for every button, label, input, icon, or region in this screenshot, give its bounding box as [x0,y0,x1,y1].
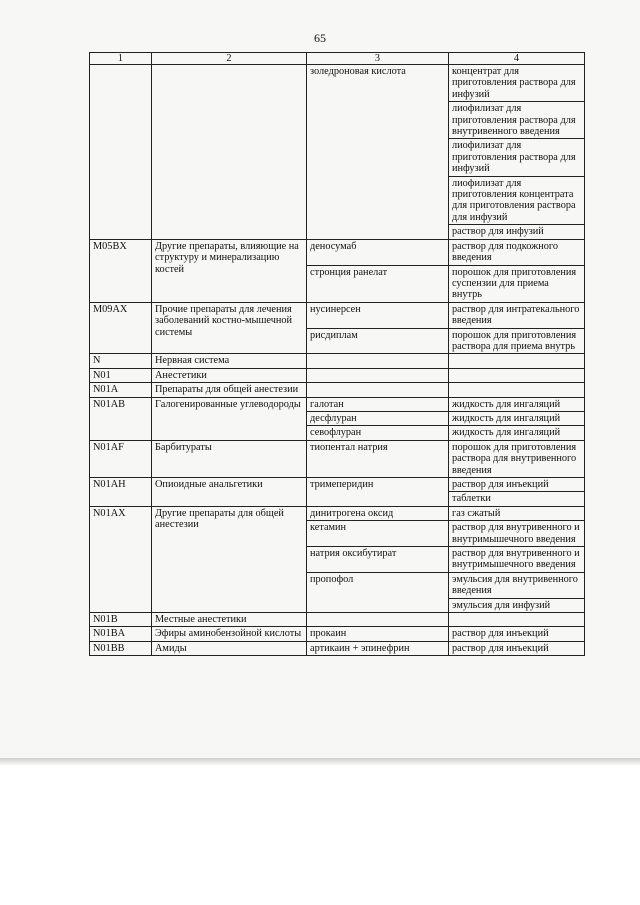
dosage-form-cell: раствор для интратекального введения [449,302,585,328]
drug-name-cell: тиопентал натрия [307,440,449,477]
table-row [90,506,585,520]
table-row [90,383,585,397]
table-header-row [90,53,585,65]
dosage-form-cell: жидкость для ингаляций [449,426,585,440]
dosage-form-cell: раствор для инъекций [449,641,585,655]
group-name-cell: Другие препараты, влияющие на структуру и минерализацию костей [152,239,307,302]
group-name-cell: Прочие препараты для лечения заболеваний костно-мышечной системы [152,302,307,354]
dosage-form-cell [449,354,585,368]
dosage-form-cell: таблетки [449,492,585,506]
atc-code-cell: N01AB [90,397,152,440]
dosage-form-cell [449,368,585,382]
dosage-form-cell: порошок для приготовления раствора для внутривенного введения [449,440,585,477]
atc-code-cell: N01 [90,368,152,382]
drug-name-cell: динитрогена оксид [307,506,449,520]
dosage-form-cell: газ сжатый [449,506,585,520]
table-row [90,613,585,627]
dosage-form-cell: раствор для внутривенного и внутримышечного введения [449,521,585,547]
drug-name-cell: тримеперидин [307,478,449,507]
drug-name-cell: галотан [307,397,449,411]
table-row [90,440,585,477]
dosage-form-cell: эмульсия для инфузий [449,598,585,612]
scan-edge [0,758,640,766]
dosage-form-cell: лиофилизат для приготовления раствора для внутривенного введения [449,102,585,139]
drug-name-cell: деносумаб [307,239,449,265]
group-name-cell: Анестетики [152,368,307,382]
dosage-form-cell: жидкость для ингаляций [449,397,585,411]
drug-table [89,52,585,656]
group-name-cell: Амиды [152,641,307,655]
group-name-cell: Нервная система [152,354,307,368]
dosage-form-cell: порошок для приготовления раствора для приема внутрь [449,328,585,354]
table-row [90,239,585,265]
drug-name-cell: пропофол [307,572,449,612]
atc-code-cell: N01A [90,383,152,397]
drug-name-cell [307,354,449,368]
atc-code-cell: N01AF [90,440,152,477]
dosage-form-cell: лиофилизат для приготовления концентрата для приготовления раствора для инфузий [449,176,585,225]
drug-name-cell: золедроновая кислота [307,65,449,240]
table-row [90,65,585,102]
dosage-form-cell: раствор для подкожного введения [449,239,585,265]
column-header: 1 [90,53,152,65]
group-name-cell: Галогенированные углеводороды [152,397,307,440]
drug-name-cell: стронция ранелат [307,265,449,302]
atc-code-cell: M09AX [90,302,152,354]
drug-name-cell: рисдиплам [307,328,449,354]
atc-code-cell: N01AH [90,478,152,507]
dosage-form-cell: концентрат для приготовления раствора для инфузий [449,65,585,102]
table-row [90,478,585,492]
group-name-cell: Препараты для общей анестезии [152,383,307,397]
column-header: 2 [152,53,307,65]
group-name-cell: Опиоидные анальгетики [152,478,307,507]
dosage-form-cell: порошок для приготовления суспензии для приема внутрь [449,265,585,302]
group-name-cell: Эфиры аминобензойной кислоты [152,627,307,641]
drug-name-cell: кетамин [307,521,449,547]
drug-name-cell [307,613,449,627]
table-body [90,65,585,656]
drug-name-cell: артикаин + эпинефрин [307,641,449,655]
table-row [90,641,585,655]
drug-name-cell: прокаин [307,627,449,641]
atc-code-cell: N01BB [90,641,152,655]
atc-code-cell: N01B [90,613,152,627]
dosage-form-cell [449,613,585,627]
table-row [90,368,585,382]
atc-code-cell: N01BA [90,627,152,641]
atc-code-cell: N01AX [90,506,152,612]
table-row [90,397,585,411]
drug-name-cell [307,383,449,397]
drug-name-cell: севофлуран [307,426,449,440]
drug-name-cell: десфлуран [307,411,449,425]
dosage-form-cell: раствор для инъекций [449,627,585,641]
atc-code-cell: M05BX [90,239,152,302]
group-name-cell: Другие препараты для общей анестезии [152,506,307,612]
atc-code-cell: N [90,354,152,368]
group-name-cell: Барбитураты [152,440,307,477]
table-row [90,354,585,368]
dosage-form-cell: раствор для инъекций [449,478,585,492]
dosage-form-cell [449,383,585,397]
column-header: 4 [449,53,585,65]
group-name-cell: Местные анестетики [152,613,307,627]
dosage-form-cell: лиофилизат для приготовления раствора для инфузий [449,139,585,176]
table-row [90,302,585,328]
dosage-form-cell: жидкость для ингаляций [449,411,585,425]
table-row [90,627,585,641]
drug-name-cell: натрия оксибутират [307,547,449,573]
dosage-form-cell: эмульсия для внутривенного введения [449,572,585,598]
drug-name-cell: нусинерсен [307,302,449,328]
group-name-cell [152,65,307,240]
atc-code-cell [90,65,152,240]
dosage-form-cell: раствор для инфузий [449,225,585,239]
page-number: 65 [314,31,326,45]
dosage-form-cell: раствор для внутривенного и внутримышечного введения [449,547,585,573]
drug-name-cell [307,368,449,382]
column-header: 3 [307,53,449,65]
